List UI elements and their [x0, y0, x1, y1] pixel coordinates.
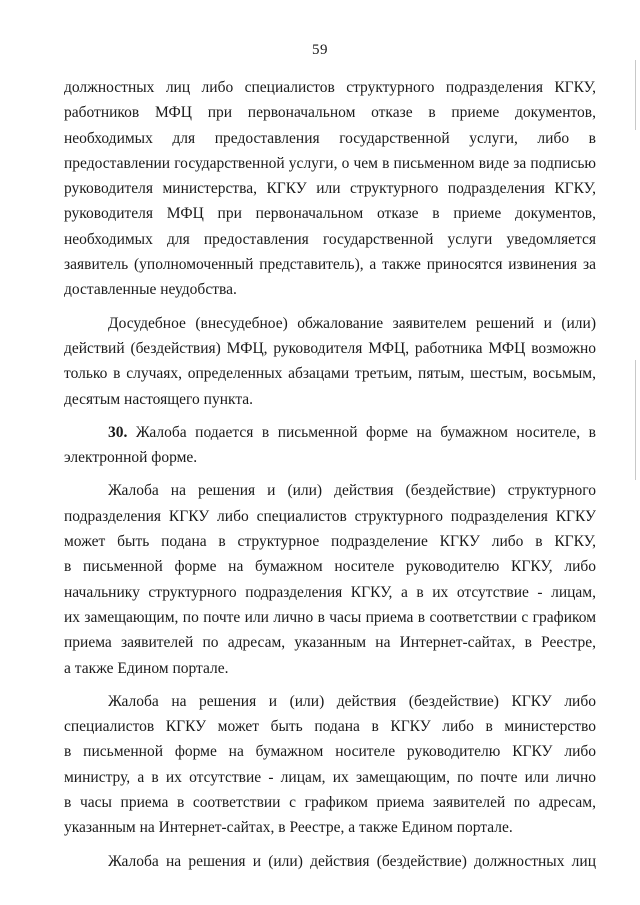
text-line: Жалоба на решения и (или) действия (бездействие) должностных лиц: [108, 852, 596, 870]
page-number: 59: [312, 42, 328, 58]
text-line: в письменной форме на бумажном носителе руководителю КГКУ либо: [64, 743, 596, 761]
text-line: только в случаях, определенных абзацами третьим, пятым, шестым, восьмым,: [64, 365, 596, 383]
text-line: необходимых для предоставления государственной услуги уведомляется: [64, 230, 596, 248]
text-line: подразделения КГКУ либо специалистов структурного подразделения КГКУ: [64, 507, 596, 525]
scan-edge-mark: [635, 360, 636, 480]
text-line: десятым настоящего пункта.: [64, 390, 254, 408]
text-line: а также Едином портале.: [64, 659, 229, 677]
paragraph: [64, 75, 596, 303]
text-line: работников МФЦ при первоначальном отказе в приеме документов,: [64, 104, 596, 122]
text-line: Досудебное (внесудебное) обжалование заявителем решений и (или): [108, 314, 596, 332]
paragraph: [64, 689, 596, 841]
text-line: действий (бездействия) МФЦ, руководителя МФЦ, работника МФЦ возможно: [64, 339, 596, 357]
numbered-paragraph: [64, 420, 596, 471]
text-line: [64, 420, 596, 445]
text-fragment: Жалоба подается в письменной форме на бумажном носителе, в: [135, 423, 596, 441]
paragraph: [64, 849, 596, 874]
text-line: доставленные неудобства.: [64, 281, 237, 299]
text-line: может быть подана в структурное подразделение КГКУ либо в КГКУ,: [64, 533, 596, 551]
text-line: электронной форме.: [64, 449, 198, 467]
text-line: должностных лиц либо специалистов структурного подразделения КГКУ,: [64, 79, 596, 96]
text-line: министру, а в их отсутствие - лицам, их замещающим, по почте или лично: [64, 768, 596, 786]
item-number: 30.: [108, 423, 128, 441]
paragraph: [64, 478, 596, 680]
text-line: указанным на Интернет-сайтах, в Реестре, а также Едином портале.: [64, 819, 513, 837]
document-body: [64, 75, 596, 874]
text-line: их замещающим, по почте или лично в часы приема в соответствии с графиком: [64, 608, 596, 626]
text-line: начальнику структурного подразделения КГКУ, а в их отсутствие - лицам,: [64, 583, 596, 601]
text-line: приема заявителей по адресам, указанным на Интернет-сайтах, в Реестре,: [64, 634, 596, 652]
text-line: руководителя министерства, КГКУ или структурного подразделения КГКУ,: [64, 180, 596, 198]
scan-edge-mark: [635, 60, 636, 130]
text-line: необходимых для предоставления государственной услуги, либо в: [64, 129, 596, 147]
text-line: Жалоба на решения и (или) действия (бездействие) структурного: [108, 482, 596, 500]
text-line: заявитель (уполномоченный представитель), а также приносятся извинения за: [64, 256, 596, 274]
text-line: руководителя МФЦ при первоначальном отказе в приеме документов,: [64, 205, 596, 223]
paragraph: [64, 311, 596, 412]
text-line: специалистов КГКУ может быть подана в КГКУ либо в министерство: [64, 718, 596, 736]
text-line: в письменной форме на бумажном носителе руководителю КГКУ, либо: [64, 558, 596, 576]
text-line: Жалоба на решения и (или) действия (бездействие) КГКУ либо: [108, 692, 596, 710]
text-line: в часы приема в соответствии с графиком приема заявителей по адресам,: [64, 794, 596, 812]
text-line: предоставлении государственной услуги, о чем в письменном виде за подписью: [64, 154, 596, 172]
